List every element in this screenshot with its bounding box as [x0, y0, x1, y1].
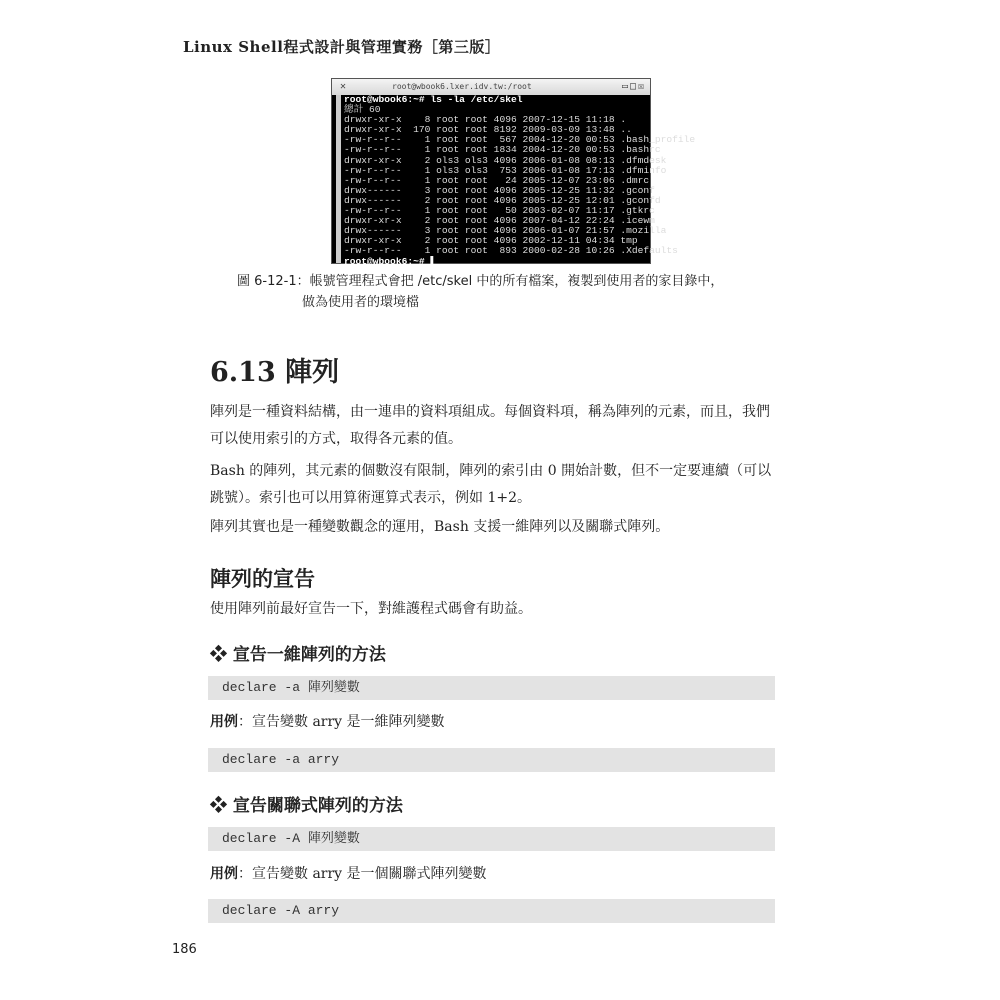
page-number: 186 [172, 942, 197, 957]
listing-row: drwxr-xr-x 2 root root 4096 2007-04-12 22:24 .icewm [344, 215, 655, 227]
command-line: root@wbook6:~# ls -la /etc/skel [344, 94, 523, 105]
listing-row: -rw-r--r-- 1 root root 893 2000-02-28 10:26 .Xdefaults [344, 245, 678, 257]
listing-row: -rw-r--r-- 1 root root 567 2004-12-20 00:53 .bash_profile [344, 134, 696, 146]
listing-row: drwxr-xr-x 170 root root 8192 2009-03-09 13:48 .. [344, 124, 632, 136]
code-block: declare -a arry [208, 748, 775, 772]
listing-row: -rw-r--r-- 1 ols3 ols3 753 2006-01-08 17:13 .dfminfo [344, 164, 667, 176]
listing-row: drwx------ 2 root root 4096 2005-12-25 12:01 .gconfd [344, 194, 661, 206]
listing-row: drwx------ 3 root root 4096 2005-12-25 11:32 .gconf [344, 184, 655, 196]
window-buttons-icon: ▭□☒ [621, 81, 646, 92]
example-text: ：宣告變數 arry 是一維陣列變數 [238, 714, 445, 730]
listing-row: drwxr-xr-x 2 root root 4096 2002-12-11 04:34 tmp [344, 235, 638, 247]
code-block: declare -A 陣列變數 [208, 827, 775, 851]
terminal-screenshot [331, 78, 696, 267]
example-line [210, 709, 775, 736]
listing-row: -rw-r--r-- 1 root root 50 2003-02-07 11:17 .gtkrc [344, 205, 655, 217]
example-text: ：宣告變數 arry 是一個關聯式陣列變數 [238, 866, 487, 882]
paragraph: Bash 的陣列，其元素的個數沒有限制，陣列的索引由 0 開始計數，但不一定要連續（可以跳號）。索引也可以用算術運算式表示，例如 1+2。 [210, 463, 772, 506]
caption-line: 圖 6-12-1：帳號管理程式會把 /etc/skel 中的所有檔案，複製到使用者的家目錄中， [237, 274, 724, 289]
subsection-title: 陣列的宣告 [210, 567, 315, 591]
listing-row: -rw-r--r-- 1 root root 1834 2004-12-20 00:53 .bashrc [344, 144, 661, 156]
section-title: 6.13 陣列 [210, 357, 340, 388]
listing-row: drwxr-xr-x 8 root root 4096 2007-12-15 11:18 . [344, 114, 627, 126]
paragraph: 陣列是一種資料結構，由一連串的資料項組成。每個資料項，稱為陣列的元素，而且，我們可以使用索引的方式，取得各元素的值。 [210, 404, 770, 447]
paragraph: 使用陣列前最好宣告一下，對維護程式碼會有助益。 [210, 601, 532, 617]
code-block: declare -a 陣列變數 [208, 676, 775, 700]
close-x-icon: ✕ [340, 81, 347, 92]
item-title: ❖ 宣告關聯式陣列的方法 [210, 796, 403, 816]
terminal-body [336, 94, 696, 267]
example-label: 用例 [210, 866, 238, 882]
item-title: ❖ 宣告一維陣列的方法 [210, 645, 386, 665]
running-header: Linux Shell程式設計與管理實務［第三版］ [183, 38, 501, 56]
example-label: 用例 [210, 714, 238, 730]
caption-line: 做為使用者的環境檔 [302, 295, 420, 310]
total-line: 總計 60 [344, 104, 381, 116]
figure-caption [237, 271, 723, 313]
listing-row: drwx------ 3 root root 4096 2006-01-07 21:57 .mozilla [344, 225, 667, 237]
terminal-titlebar [332, 79, 650, 95]
listing-row: -rw-r--r-- 1 root root 24 2005-12-07 23:06 .dmrc [344, 174, 650, 186]
end-prompt: root@wbook6:~# ▌ [344, 255, 437, 267]
paragraph: 陣列其實也是一種變數觀念的運用，Bash 支援一維陣列以及關聯式陣列。 [210, 519, 670, 535]
code-block: declare -A arry [208, 899, 775, 923]
terminal-title: root@wbook6.lxer.idv.tw:/root [392, 82, 532, 91]
example-line [210, 861, 775, 888]
listing-row: drwxr-xr-x 2 ols3 ols3 4096 2006-01-08 08:13 .dfmdesk [344, 154, 667, 166]
